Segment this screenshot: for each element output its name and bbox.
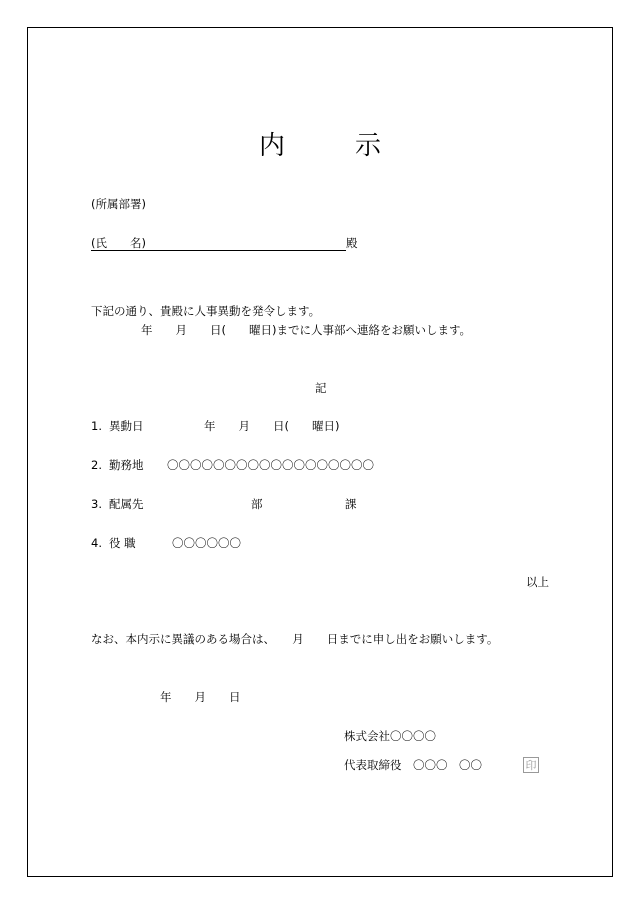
note-line: なお、本内示に異議のある場合は、 月 日までに申し出をお願いします。 (91, 632, 499, 646)
closing-mark: 以上 (526, 575, 549, 589)
company-name: 株式会社〇〇〇〇 (344, 729, 436, 743)
item-4-label: 役 職 (109, 536, 136, 550)
item-2-label: 勤務地 (109, 458, 144, 472)
item-3-department: 部 (251, 497, 263, 511)
item-2-number: 2. (91, 458, 102, 472)
item-3-number: 3. (91, 497, 102, 511)
date-line: 年 月 日 (160, 690, 241, 704)
department-label: (所属部署) (91, 197, 146, 211)
item-1-label: 異動日 (109, 419, 144, 433)
document-title: 内 示 (258, 131, 403, 161)
item-1-number: 1. (91, 419, 102, 433)
intro-line-1: 下記の通り、貴殿に人事異動を発令します。 (91, 304, 321, 318)
item-4-value: 〇〇〇〇〇〇 (172, 536, 241, 550)
name-label: (氏 名) (91, 236, 146, 250)
seal-mark: 印 (523, 757, 539, 773)
honorific: 殿 (346, 236, 358, 250)
item-4-number: 4. (91, 536, 102, 550)
item-3-section: 課 (345, 497, 357, 511)
item-1-value: 年 月 日( 曜日) (204, 419, 340, 433)
item-3-label: 配属先 (109, 497, 144, 511)
record-heading: 記 (315, 381, 327, 395)
item-2-value: 〇〇〇〇〇〇〇〇〇〇〇〇〇〇〇〇〇〇 (167, 458, 374, 472)
representative-name: 代表取締役 〇〇〇 〇〇 (344, 758, 482, 772)
intro-line-2: 年 月 日( 曜日)までに人事部へ連絡をお願いします。 (141, 323, 472, 337)
